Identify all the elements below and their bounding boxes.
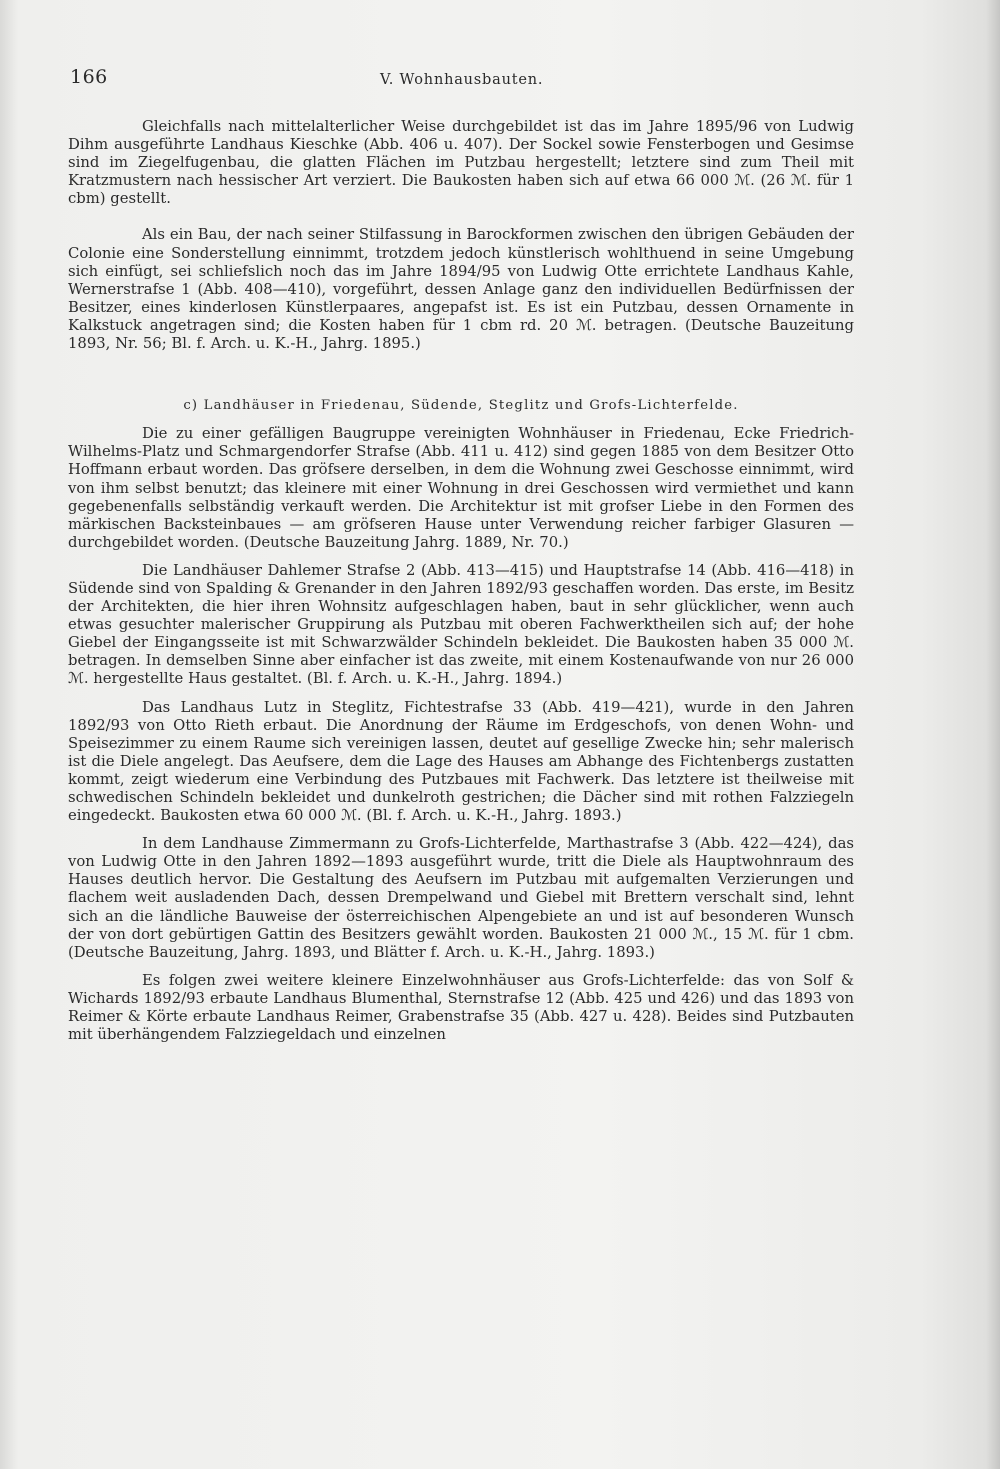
paragraph-kahle: Als ein Bau, der nach seiner Stilfassung in Barockformen zwischen den übrigen Gebäuden der Colonie eine Sonderstellung einnimmt, trotzdem jedoch künstlerisch wohlthuend in seine Umgebung sich einfügt, sei schliefslich noch das im Jahre 1894/95 von Ludwig Otte errichtete Landhaus Kahle, Wernerstrafse 1 (Abb. 408—410), vorgeführt, dessen Anlage ganz den individuellen Bedürfnissen der Besitzer, eines kinderlosen Künstlerpaares, angepafst ist. Es ist ein Putzbau, dessen Ornamente in Kalkstuck angetragen sind; die Kosten haben für 1 cbm rd. 20 ℳ. betragen. (Deutsche Bauzeitung 1893, Nr. 56; Bl. f. Arch. u. K.-H., Jahrg. 1895.) xyxy=(68,226,854,353)
running-head: V. Wohnhausbauten. xyxy=(380,72,544,88)
paragraph-suedende: Die Landhäuser Dahlemer Strafse 2 (Abb. 413—415) und Hauptstrafse 14 (Abb. 416—418) in Südende sind von Spalding & Grenander in den Jahren 1892/93 geschaffen worden. Das erste, im Besitz der Architekten, die hier ihren Wohnsitz aufgeschlagen haben, baut in sehr glücklicher, wenn auch etwas gesuchter malerischer Gruppirung als Putzbau mit oberen Fachwerktheilen sich auf; der hohe Giebel der Eingangsseite ist mit Schwarzwälder Schindeln bekleidet. Die Baukosten haben 35 000 ℳ. betragen. In demselben Sinne aber einfacher ist das zweite, mit einem Kostenaufwande von nur 26 000 ℳ. hergestellte Haus gestaltet. (Bl. f. Arch. u. K.-H., Jahrg. 1894.) xyxy=(68,561,854,688)
page-body xyxy=(68,118,854,1044)
page-spine-shadow xyxy=(986,0,1000,1469)
page-number: 166 xyxy=(70,66,108,88)
paragraph-friedenau: Die zu einer gefälligen Baugruppe vereinigten Wohnhäuser in Friedenau, Ecke Friedrich-Wilhelms-Platz und Schmargendorfer Strafse (Abb. 411 u. 412) sind gegen 1885 von dem Besitzer Otto Hoffmann erbaut worden. Das gröfsere derselben, in dem die Wohnung zwei Geschosse einnimmt, wird von ihm selbst benutzt; das kleinere mit einer Wohnung in drei Geschossen wird vermiethet und kann gegebenenfalls selbständig verkauft werden. Die Architektur ist mit grofser Liebe in den Formen des märkischen Backsteinbaues — am gröfseren Hause unter Verwendung reicher farbiger Glasuren — durchgebildet worden. (Deutsche Bauzeitung Jahrg. 1889, Nr. 70.) xyxy=(68,425,854,551)
paragraph-zimmermann: In dem Landhause Zimmermann zu Grofs-Lichterfelde, Marthastrafse 3 (Abb. 422—424), das von Ludwig Otte in den Jahren 1892—1893 ausgeführt wurde, tritt die Diele als Hauptwohnraum des Hauses deutlich hervor. Die Gestaltung des Aeufsern im Putzbau mit aufgemalten Verzierungen und flachem weit ausladenden Dach, dessen Drempelwand und Giebel mit Brettern verschalt sind, lehnt sich an die ländliche Bauweise der österreichischen Alpengebiete an und ist auf besonderen Wunsch der von dort gebürtigen Gattin des Besitzers gewählt worden. Baukosten 21 000 ℳ., 15 ℳ. für 1 cbm. (Deutsche Bauzeitung, Jahrg. 1893, und Blätter f. Arch. u. K.-H., Jahrg. 1893.) xyxy=(68,835,854,961)
paragraph-lichterfelde: Es folgen zwei weitere kleinere Einzelwohnhäuser aus Grofs-Lichterfelde: das von Solf & Wichards 1892/93 erbaute Landhaus Blumenthal, Sternstrafse 12 (Abb. 425 und 426) und das 1893 von Reimer & Körte erbaute Landhaus Reimer, Grabenstrafse 35 (Abb. 427 u. 428). Beides sind Putzbauten mit überhängendem Falzziegeldach und einzelnen xyxy=(68,971,854,1044)
section-heading: c) Landhäuser in Friedenau, Südende, Steglitz und Grofs-Lichterfelde. xyxy=(183,398,739,414)
paragraph-lutz: Das Landhaus Lutz in Steglitz, Fichtestrafse 33 (Abb. 419—421), wurde in den Jahren 1892/93 von Otto Rieth erbaut. Die Anordnung der Räume im Erdgeschofs, von denen Wohn- und Speisezimmer zu einem Raume sich vereinigen lassen, deutet auf gesellige Zwecke hin; sehr malerisch ist die Diele angelegt. Das Aeufsere, dem die Lage des Hauses am Abhange des Fichtenbergs zustatten kommt, zeigt wiederum eine Verbindung des Putzbaues mit Fachwerk. Das letztere ist theilweise mit schwedischen Schindeln bekleidet und dunkelroth gestrichen; die Dächer sind mit rothen Falzziegeln eingedeckt. Baukosten etwa 60 000 ℳ. (Bl. f. Arch. u. K.-H., Jahrg. 1893.) xyxy=(68,698,854,825)
paragraph-kieschke: Gleichfalls nach mittelalterlicher Weise durchgebildet ist das im Jahre 1895/96 von Ludwig Dihm ausgeführte Landhaus Kieschke (Abb. 406 u. 407). Der Sockel sowie Fensterbogen und Gesimse sind im Ziegelfugenbau, die glatten Flächen im Putzbau hergestellt; letztere sind zum Theil mit Kratzmustern nach hessischer Art verziert. Die Baukosten haben sich auf etwa 66 000 ℳ. (26 ℳ. für 1 cbm) gestellt. xyxy=(68,118,854,208)
